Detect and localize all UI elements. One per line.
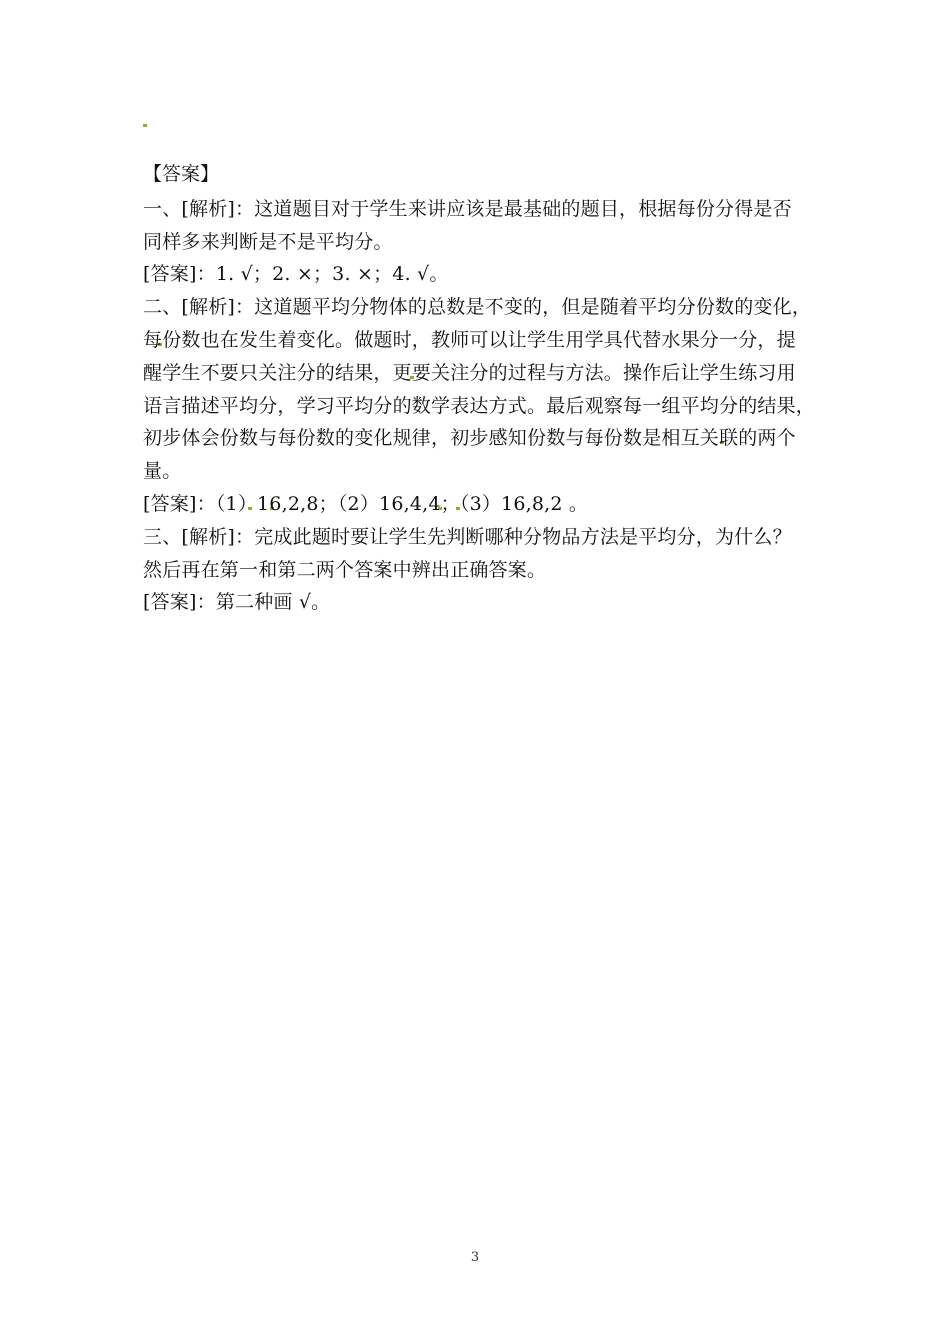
text-line: 初步体会份数与每份数的变化规律，初步感知份数与每份数是相互关联的两个: [143, 427, 796, 450]
text-line: 同样多来判断是不是平均分。: [143, 230, 393, 253]
text-line: 语言描述平均分，学习平均分的数学表达方式。最后观察每一组平均分的结果，: [143, 394, 816, 417]
decorative-mark: [143, 124, 147, 127]
answer-heading: 【答案】: [143, 163, 220, 185]
text-line: 然后再在第一和第二两个答案中辨出正确答案。: [143, 558, 547, 581]
page-number: 3: [470, 1250, 480, 1265]
text-line: 醒学生不要只关注分的结果，更要关注分的过程与方法。操作后让学生练习用: [143, 361, 796, 384]
answer-section: [143, 158, 816, 619]
text-line: 三、[解析]：完成此题时要让学生先判断哪种分物品方法是平均分，为什么？: [143, 525, 792, 548]
text-line: 一、[解析]：这道题目对于学生来讲应该是最基础的题目，根据每份分得是否: [143, 197, 792, 220]
text-line: 每份数也在发生着变化。做题时，教师可以让学生用学具代替水果分一分，提: [143, 328, 796, 351]
text-line: [答案]：（1）16,2,8；（2）16,4,4；（3）16,8,2 。: [143, 492, 589, 515]
text-line: [答案]：第二种画 √。: [143, 591, 331, 614]
text-line: [答案]：1. √；2. ×；3. ×；4. √。: [143, 263, 449, 286]
text-line: 二、[解析]：这道题平均分物体的总数是不变的，但是随着平均分份数的变化，: [143, 296, 812, 319]
text-line: 量。: [143, 460, 182, 483]
